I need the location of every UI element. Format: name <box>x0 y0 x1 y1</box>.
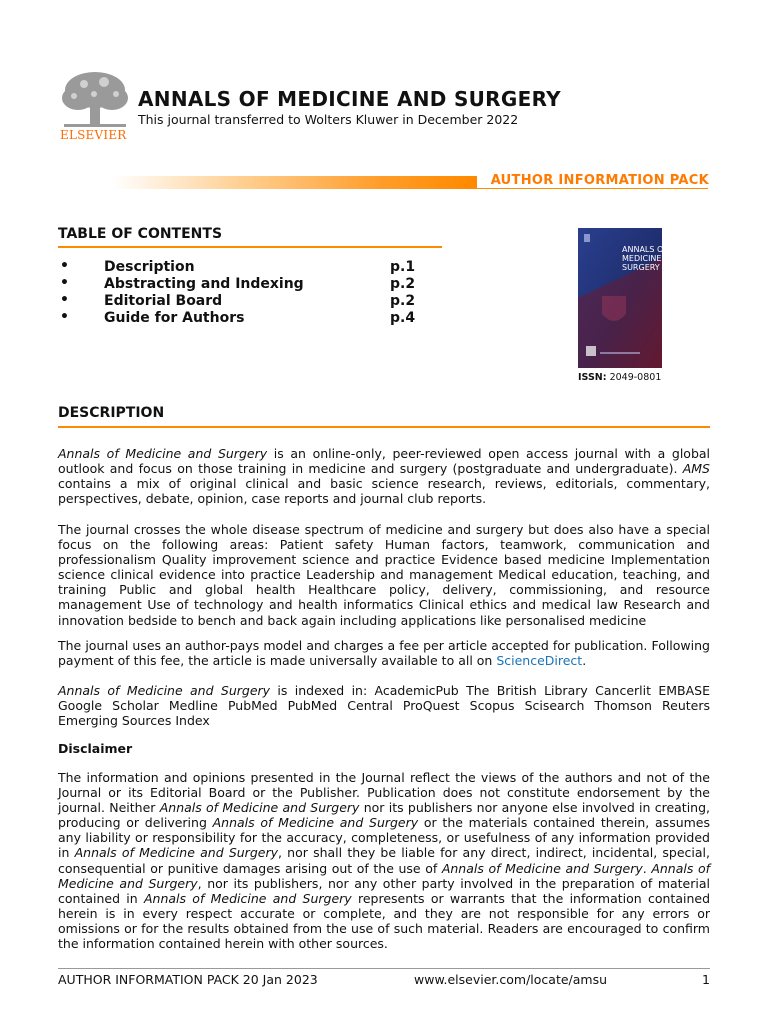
toc-item-page: p.1 <box>390 259 416 275</box>
journal-cover-image <box>578 228 668 368</box>
toc-item[interactable] <box>58 259 448 276</box>
bullet: • <box>60 292 69 308</box>
bullet: • <box>60 275 69 291</box>
indexing-paragraph: Annals of Medicine and Surgery is indexed in: AcademicPub The British Library Cancerlit EMBASE Google Scholar Medline PubMed PubMed Central ProQuest Scopus Scisearch Thomson Reuters Emerging Sources Index <box>58 683 710 729</box>
toc-item-label[interactable]: Description <box>104 259 195 275</box>
cover-title-line2: MEDICINE <box>622 254 662 263</box>
toc-item-label[interactable]: Editorial Board <box>104 293 223 309</box>
sciencedirect-link[interactable]: ScienceDirect <box>496 653 583 669</box>
bullet: • <box>60 258 69 274</box>
issn-value: 2049-0801 <box>609 372 662 383</box>
footer-url[interactable]: www.elsevier.com/locate/amsu <box>414 972 608 987</box>
fee-paragraph: The journal uses an author-pays model and charges a fee per article accepted for publication. Following payment of this fee, the article is made universally available to all on ScienceDirect. <box>58 638 710 669</box>
toc-divider <box>58 246 442 248</box>
journal-title: ANNALS OF MEDICINE AND SURGERY <box>138 87 561 111</box>
toc-item[interactable] <box>58 276 448 293</box>
description-divider <box>58 426 710 428</box>
description-paragraph: Annals of Medicine and Surgery is an online-only, peer-reviewed open access journal with a global outlook and focus on those training in medicine and surgery (postgraduate and undergraduate). AMS contains a mix of original clinical and basic science research, reviews, editorials, commentary, perspectives, debate, opinion, case reports and journal club reports. <box>58 446 711 507</box>
toc-item[interactable] <box>58 293 448 310</box>
toc-item-label[interactable]: Abstracting and Indexing <box>104 276 304 292</box>
cover-title-line1: ANNALS OF <box>622 245 668 254</box>
publisher-name: ELSEVIER <box>60 128 127 142</box>
toc-item[interactable] <box>58 310 448 327</box>
bullet: • <box>60 309 69 325</box>
footer-divider <box>58 968 710 969</box>
toc-title: TABLE OF CONTENTS <box>58 226 223 242</box>
focus-areas-paragraph: The journal crosses the whole disease spectrum of medicine and surgery but does also have a special focus on the following areas: Patient safety Human factors, teamwork, communication and professionalism Quality improvement science and practice Evidence based medicine Implementation science clinical evidence into practice Leadership and management Medical education, teaching, and training Public and global health Healthcare policy, delivery, commissioning, and resource management Use of technology and health informatics Clinical ethics and medical law Research and innovation bedside to bench and back again including applications like personalised medicine <box>58 522 710 628</box>
disclaimer-title: Disclaimer <box>58 741 133 756</box>
toc-list <box>58 259 448 327</box>
toc-item-page: p.2 <box>390 293 416 309</box>
description-title: DESCRIPTION <box>58 405 165 421</box>
toc-item-page: p.4 <box>390 310 416 326</box>
cover-title-line3: SURGERY <box>622 263 660 272</box>
toc-item-page: p.2 <box>390 276 416 292</box>
page-number: 1 <box>702 972 710 987</box>
footer-left: AUTHOR INFORMATION PACK 20 Jan 2023 <box>58 972 318 987</box>
author-info-pack-label: AUTHOR INFORMATION PACK <box>477 173 709 188</box>
disclaimer-paragraph: The information and opinions presented in the Journal reflect the views of the authors and not of the Journal or its Editorial Board or the Publisher. Publication does not constitute endorsement by the journal. Neither Annals of Medicine and Surgery nor its publishers nor anyone else involved in creating, producing or delivering Annals of Medicine and Surgery or the materials contained therein, assumes any liability or responsibility for the accuracy, completeness, or usefulness of any information provided in Annals of Medicine and Surgery, nor shall they be liable for any direct, indirect, incidental, special, consequential or punitive damages arising out of the use of Annals of Medicine and Surgery. Annals of Medicine and Surgery, nor its publishers, nor any other party involved in the preparation of material contained in Annals of Medicine and Surgery represents or warrants that the information contained herein is in every respect accurate or complete, and they are not responsible for any errors or omissions or for the results obtained from the use of such material. Readers are encouraged to confirm the information contained herein with other sources. <box>58 770 711 952</box>
toc-item-label[interactable]: Guide for Authors <box>104 310 245 326</box>
issn-label: ISSN: <box>578 372 607 383</box>
journal-subtitle: This journal transferred to Wolters Kluwer in December 2022 <box>138 112 519 127</box>
issn <box>578 372 661 383</box>
